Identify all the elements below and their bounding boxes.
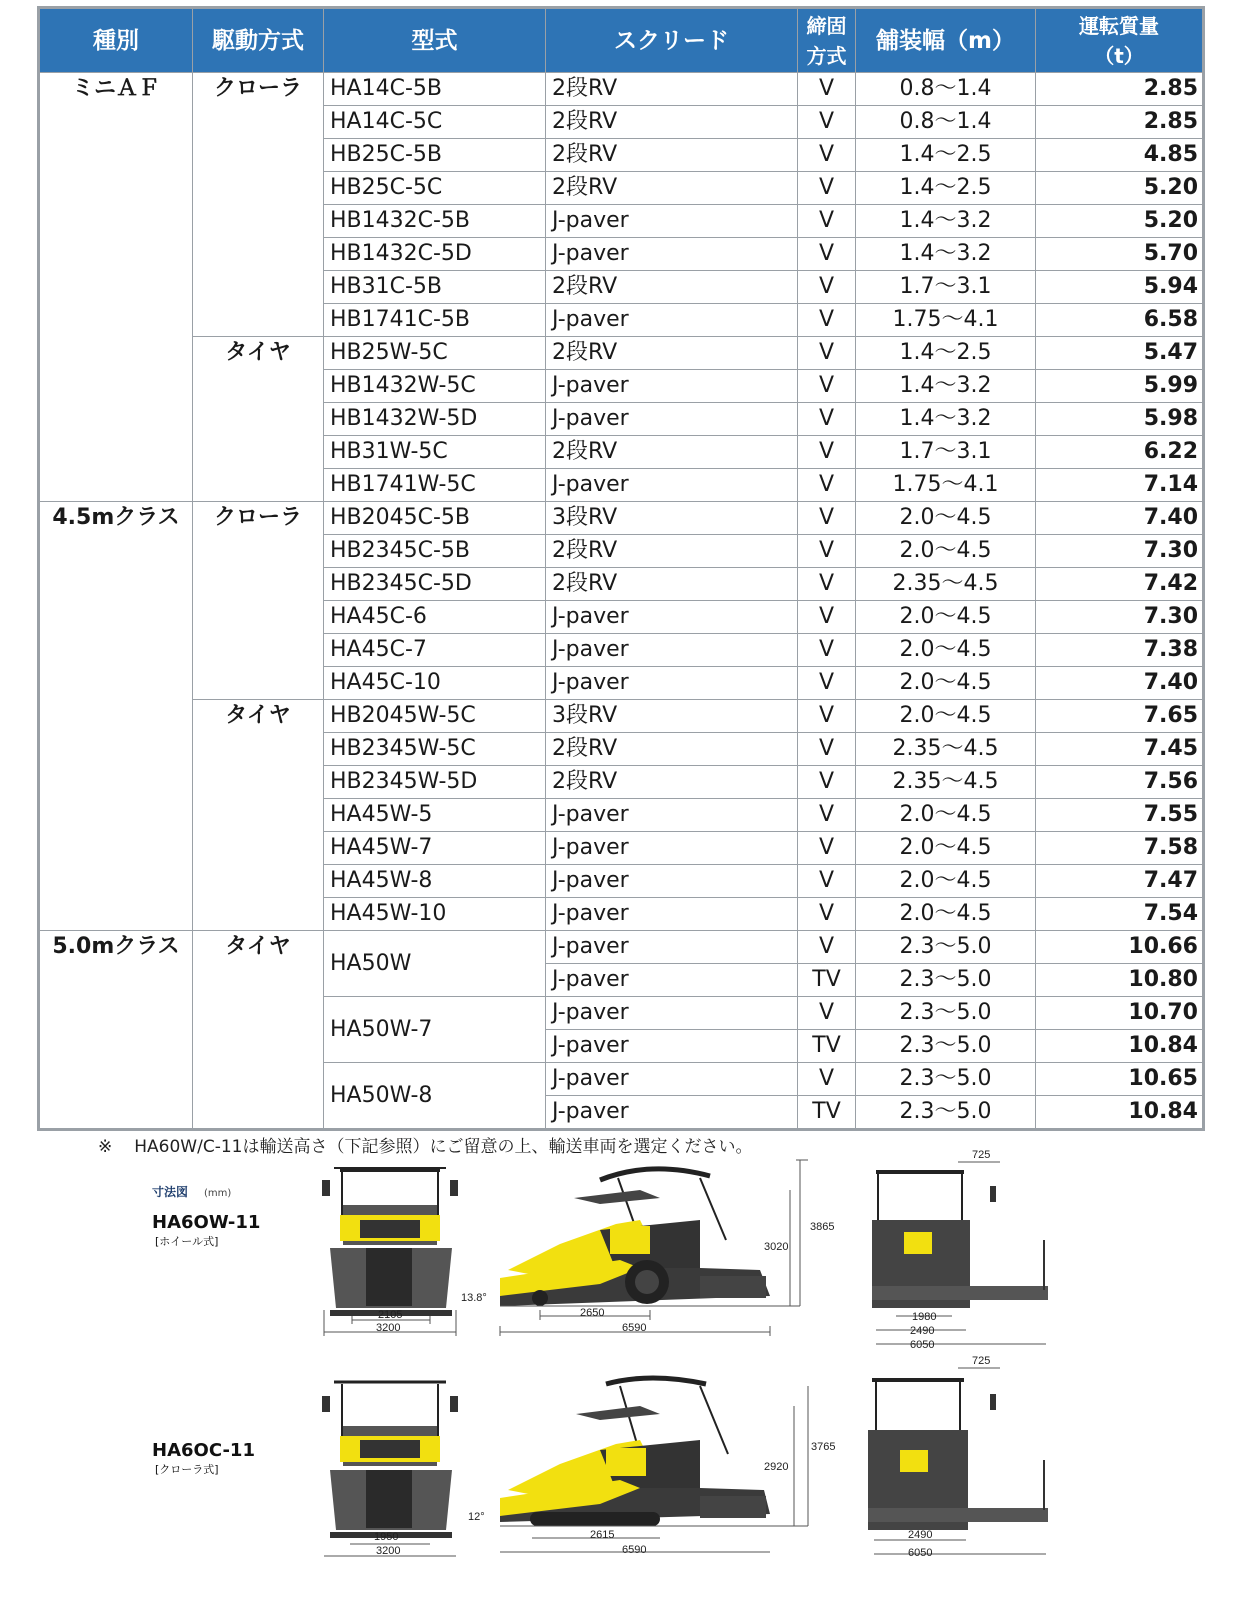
- crawler-rear-offset: 725: [972, 1355, 991, 1367]
- cell-screed: J-paver: [546, 898, 798, 931]
- cell-screed: 2段RV: [546, 106, 798, 139]
- crawler-side-angle: 12°: [468, 1511, 485, 1523]
- cell-compaction: V: [798, 436, 856, 469]
- wheel-rear-d2: 2490: [910, 1325, 935, 1337]
- cell-drive: タイヤ: [193, 700, 324, 931]
- header-compaction-line1: 締固: [806, 13, 847, 38]
- cell-weight: 10.65: [1036, 1063, 1204, 1096]
- cell-width: 2.0〜4.5: [856, 832, 1036, 865]
- cell-compaction: TV: [798, 1096, 856, 1130]
- cell-model: HB25W-5C: [324, 337, 546, 370]
- cell-model: HA45C-6: [324, 601, 546, 634]
- cell-model: HB1741W-5C: [324, 469, 546, 502]
- wheel-side-angle: 13.8°: [461, 1292, 487, 1304]
- cell-width: 1.4〜2.5: [856, 172, 1036, 205]
- cell-screed: J-paver: [546, 832, 798, 865]
- wheel-side-height-mid: 3020: [764, 1241, 789, 1253]
- cell-weight: 5.70: [1036, 238, 1204, 271]
- header-model: 型式: [324, 8, 546, 73]
- crawler-side-height-mid: 2920: [764, 1461, 789, 1473]
- cell-screed: 2段RV: [546, 568, 798, 601]
- cell-width: 2.0〜4.5: [856, 799, 1036, 832]
- cell-weight: 6.58: [1036, 304, 1204, 337]
- cell-weight: 7.47: [1036, 865, 1204, 898]
- cell-compaction: V: [798, 766, 856, 799]
- cell-model: HB2345W-5D: [324, 766, 546, 799]
- cell-width: 1.4〜3.2: [856, 205, 1036, 238]
- cell-compaction: V: [798, 898, 856, 931]
- cell-compaction: V: [798, 832, 856, 865]
- cell-compaction: V: [798, 205, 856, 238]
- cell-compaction: V: [798, 271, 856, 304]
- header-weight-line1: 運転質量: [1079, 13, 1159, 38]
- cell-type: 5.0mクラス: [39, 931, 193, 1130]
- wheel-rear-view: [872, 1149, 1048, 1351]
- cell-weight: 7.14: [1036, 469, 1204, 502]
- cell-compaction: V: [798, 139, 856, 172]
- wheel-front-inner: 2105: [378, 1309, 403, 1321]
- cell-width: 1.75〜4.1: [856, 304, 1036, 337]
- cell-width: 1.4〜3.2: [856, 370, 1036, 403]
- cell-weight: 5.99: [1036, 370, 1204, 403]
- diagram-caption: 寸法図: [152, 1185, 189, 1199]
- cell-weight: 7.45: [1036, 733, 1204, 766]
- cell-compaction: V: [798, 997, 856, 1030]
- cell-drive: クローラ: [193, 502, 324, 700]
- spec-table: [37, 6, 1205, 1131]
- cell-compaction: V: [798, 337, 856, 370]
- cell-width: 1.7〜3.1: [856, 271, 1036, 304]
- header-compaction: [798, 8, 856, 73]
- cell-width: 0.8〜1.4: [856, 106, 1036, 139]
- wheel-rear-offset: 725: [972, 1149, 991, 1161]
- cell-compaction: TV: [798, 964, 856, 997]
- cell-compaction: V: [798, 106, 856, 139]
- header-width: 舗装幅（m）: [856, 8, 1036, 73]
- wheel-side-view: [461, 1160, 834, 1336]
- footnote-mark: ※: [98, 1137, 113, 1157]
- table-header: [39, 8, 1204, 73]
- cell-width: 0.8〜1.4: [856, 73, 1036, 106]
- cell-width: 2.0〜4.5: [856, 502, 1036, 535]
- cell-width: 2.0〜4.5: [856, 898, 1036, 931]
- cell-compaction: V: [798, 502, 856, 535]
- cell-weight: 7.58: [1036, 832, 1204, 865]
- crawler-side-wheelbase: 2615: [590, 1529, 615, 1541]
- crawler-side-height-top: 3765: [811, 1441, 836, 1453]
- cell-weight: 7.55: [1036, 799, 1204, 832]
- cell-screed: J-paver: [546, 964, 798, 997]
- cell-compaction: V: [798, 931, 856, 964]
- cell-compaction: V: [798, 733, 856, 766]
- cell-compaction: V: [798, 700, 856, 733]
- wheel-model-label: HA6OW-11: [152, 1212, 261, 1233]
- crawler-rear-d2: 2490: [908, 1529, 933, 1541]
- cell-width: 2.0〜4.5: [856, 535, 1036, 568]
- cell-screed: J-paver: [546, 370, 798, 403]
- dimension-diagrams: [0, 1149, 1240, 1610]
- cell-weight: 5.47: [1036, 337, 1204, 370]
- cell-weight: 10.84: [1036, 1096, 1204, 1130]
- cell-model: HB1432W-5D: [324, 403, 546, 436]
- cell-width: 2.35〜4.5: [856, 568, 1036, 601]
- cell-weight: 7.42: [1036, 568, 1204, 601]
- cell-width: 1.4〜3.2: [856, 238, 1036, 271]
- cell-screed: 2段RV: [546, 337, 798, 370]
- cell-weight: 7.56: [1036, 766, 1204, 799]
- cell-model: HB2345C-5B: [324, 535, 546, 568]
- cell-type: 4.5mクラス: [39, 502, 193, 931]
- cell-model: HB31W-5C: [324, 436, 546, 469]
- cell-model: HA45W-10: [324, 898, 546, 931]
- crawler-model-label: HA6OC-11: [152, 1440, 255, 1461]
- cell-compaction: V: [798, 238, 856, 271]
- cell-screed: 2段RV: [546, 436, 798, 469]
- crawler-front-outer: 3200: [376, 1545, 401, 1557]
- cell-model: HA14C-5C: [324, 106, 546, 139]
- cell-compaction: V: [798, 799, 856, 832]
- cell-model: HA50W-8: [324, 1063, 546, 1130]
- cell-weight: 7.54: [1036, 898, 1204, 931]
- cell-width: 2.0〜4.5: [856, 700, 1036, 733]
- header-weight-line2: （t）: [1094, 43, 1144, 68]
- crawler-rear-view: [868, 1355, 1048, 1559]
- cell-compaction: V: [798, 865, 856, 898]
- cell-width: 2.0〜4.5: [856, 865, 1036, 898]
- footnote: [98, 1132, 752, 1157]
- cell-screed: J-paver: [546, 1096, 798, 1130]
- cell-screed: J-paver: [546, 601, 798, 634]
- table-row: [39, 337, 1204, 370]
- cell-compaction: TV: [798, 1030, 856, 1063]
- cell-screed: 2段RV: [546, 73, 798, 106]
- cell-compaction: V: [798, 634, 856, 667]
- cell-screed: J-paver: [546, 997, 798, 1030]
- cell-width: 2.0〜4.5: [856, 667, 1036, 700]
- cell-drive: タイヤ: [193, 931, 324, 1130]
- table-row: [39, 502, 1204, 535]
- cell-screed: J-paver: [546, 931, 798, 964]
- wheel-side-length: 6590: [622, 1322, 647, 1334]
- cell-width: 1.75〜4.1: [856, 469, 1036, 502]
- cell-model: HA50W-7: [324, 997, 546, 1063]
- cell-compaction: V: [798, 469, 856, 502]
- cell-weight: 5.94: [1036, 271, 1204, 304]
- cell-compaction: V: [798, 1063, 856, 1096]
- header-type: 種別: [39, 8, 193, 73]
- cell-width: 2.3〜5.0: [856, 997, 1036, 1030]
- cell-compaction: V: [798, 403, 856, 436]
- wheel-rear-d3: 6050: [910, 1339, 935, 1351]
- cell-width: 2.3〜5.0: [856, 1096, 1036, 1130]
- cell-width: 1.4〜3.2: [856, 403, 1036, 436]
- cell-type: ミニＡＦ: [39, 73, 193, 502]
- cell-width: 2.3〜5.0: [856, 964, 1036, 997]
- cell-compaction: V: [798, 304, 856, 337]
- cell-weight: 4.85: [1036, 139, 1204, 172]
- cell-width: 1.4〜2.5: [856, 337, 1036, 370]
- cell-weight: 7.65: [1036, 700, 1204, 733]
- cell-model: HA50W: [324, 931, 546, 997]
- cell-model: HB31C-5B: [324, 271, 546, 304]
- cell-screed: 2段RV: [546, 535, 798, 568]
- cell-model: HB1432C-5B: [324, 205, 546, 238]
- table-row: [39, 931, 1204, 964]
- crawler-side-cab: [606, 1448, 646, 1476]
- header-screed: スクリード: [546, 8, 798, 73]
- cell-model: HB1741C-5B: [324, 304, 546, 337]
- cell-screed: 3段RV: [546, 502, 798, 535]
- cell-screed: J-paver: [546, 667, 798, 700]
- table-row: [39, 700, 1204, 733]
- cell-screed: 2段RV: [546, 271, 798, 304]
- cell-model: HB2045C-5B: [324, 502, 546, 535]
- crawler-front-view: [322, 1382, 458, 1557]
- cell-model: HA45C-7: [324, 634, 546, 667]
- cell-weight: 5.20: [1036, 172, 1204, 205]
- diagram-unit: (mm): [204, 1188, 232, 1199]
- cell-weight: 7.40: [1036, 502, 1204, 535]
- wheel-side-height-top: 3865: [810, 1221, 835, 1233]
- cell-screed: 3段RV: [546, 700, 798, 733]
- cell-screed: J-paver: [546, 238, 798, 271]
- wheel-rear-engine: [904, 1232, 932, 1254]
- header-weight: [1036, 8, 1204, 73]
- cell-model: HA45W-5: [324, 799, 546, 832]
- wheel-front-outer: 3200: [376, 1322, 401, 1334]
- cell-weight: 7.40: [1036, 667, 1204, 700]
- crawler-rear-engine: [900, 1450, 928, 1472]
- cell-screed: J-paver: [546, 403, 798, 436]
- cell-model: HB1432C-5D: [324, 238, 546, 271]
- cell-model: HA45C-10: [324, 667, 546, 700]
- cell-model: HA45W-8: [324, 865, 546, 898]
- cell-model: HA14C-5B: [324, 73, 546, 106]
- crawler-kind-label: [クローラ式]: [155, 1463, 219, 1476]
- cell-weight: 2.85: [1036, 106, 1204, 139]
- cell-width: 2.0〜4.5: [856, 634, 1036, 667]
- cell-drive: タイヤ: [193, 337, 324, 502]
- cell-width: 1.7〜3.1: [856, 436, 1036, 469]
- cell-drive: クローラ: [193, 73, 324, 337]
- cell-screed: J-paver: [546, 799, 798, 832]
- cell-screed: 2段RV: [546, 766, 798, 799]
- cell-compaction: V: [798, 370, 856, 403]
- cell-screed: 2段RV: [546, 139, 798, 172]
- cell-model: HB25C-5B: [324, 139, 546, 172]
- crawler-side-view: [468, 1378, 835, 1556]
- cell-compaction: V: [798, 73, 856, 106]
- wheel-kind-label: [ホイール式]: [155, 1235, 219, 1248]
- cell-width: 2.0〜4.5: [856, 601, 1036, 634]
- cell-weight: 2.85: [1036, 73, 1204, 106]
- table-body: [39, 73, 1204, 1130]
- crawler-rear-d3: 6050: [908, 1547, 933, 1559]
- cell-width: 2.35〜4.5: [856, 766, 1036, 799]
- header-compaction-line2: 方式: [806, 43, 847, 68]
- cell-screed: J-paver: [546, 304, 798, 337]
- cell-weight: 10.66: [1036, 931, 1204, 964]
- cell-weight: 10.80: [1036, 964, 1204, 997]
- cell-weight: 10.70: [1036, 997, 1204, 1030]
- cell-model: HB2345C-5D: [324, 568, 546, 601]
- cell-model: HB2345W-5C: [324, 733, 546, 766]
- table-row: [39, 73, 1204, 106]
- cell-weight: 7.30: [1036, 535, 1204, 568]
- cell-compaction: V: [798, 601, 856, 634]
- cell-weight: 6.22: [1036, 436, 1204, 469]
- wheel-side-wheelbase: 2650: [580, 1307, 605, 1319]
- cell-screed: J-paver: [546, 469, 798, 502]
- cell-screed: J-paver: [546, 865, 798, 898]
- wheel-side-cab: [610, 1226, 650, 1254]
- cell-screed: 2段RV: [546, 733, 798, 766]
- wheel-rear-d1: 1980: [912, 1311, 937, 1323]
- cell-model: HB1432W-5C: [324, 370, 546, 403]
- cell-compaction: V: [798, 667, 856, 700]
- cell-weight: 10.84: [1036, 1030, 1204, 1063]
- cell-compaction: V: [798, 535, 856, 568]
- cell-model: HB2045W-5C: [324, 700, 546, 733]
- cell-screed: J-paver: [546, 634, 798, 667]
- crawler-front-inner: 1950: [374, 1531, 399, 1543]
- cell-screed: J-paver: [546, 1030, 798, 1063]
- cell-screed: J-paver: [546, 205, 798, 238]
- cell-model: HB25C-5C: [324, 172, 546, 205]
- cell-screed: 2段RV: [546, 172, 798, 205]
- cell-screed: J-paver: [546, 1063, 798, 1096]
- cell-width: 1.4〜2.5: [856, 139, 1036, 172]
- cell-width: 2.3〜5.0: [856, 1063, 1036, 1096]
- cell-width: 2.3〜5.0: [856, 1030, 1036, 1063]
- cell-weight: 5.98: [1036, 403, 1204, 436]
- footnote-text: HA60W/C-11は輸送高さ（下記参照）にご留意の上、輸送車両を選定ください。: [134, 1137, 753, 1157]
- cell-weight: 7.38: [1036, 634, 1204, 667]
- cell-model: HA45W-7: [324, 832, 546, 865]
- cell-compaction: V: [798, 172, 856, 205]
- cell-weight: 5.20: [1036, 205, 1204, 238]
- cell-weight: 7.30: [1036, 601, 1204, 634]
- crawler-side-length: 6590: [622, 1544, 647, 1556]
- cell-compaction: V: [798, 568, 856, 601]
- wheel-front-view: [322, 1168, 458, 1336]
- cell-width: 2.35〜4.5: [856, 733, 1036, 766]
- header-drive: 駆動方式: [193, 8, 324, 73]
- cell-width: 2.3〜5.0: [856, 931, 1036, 964]
